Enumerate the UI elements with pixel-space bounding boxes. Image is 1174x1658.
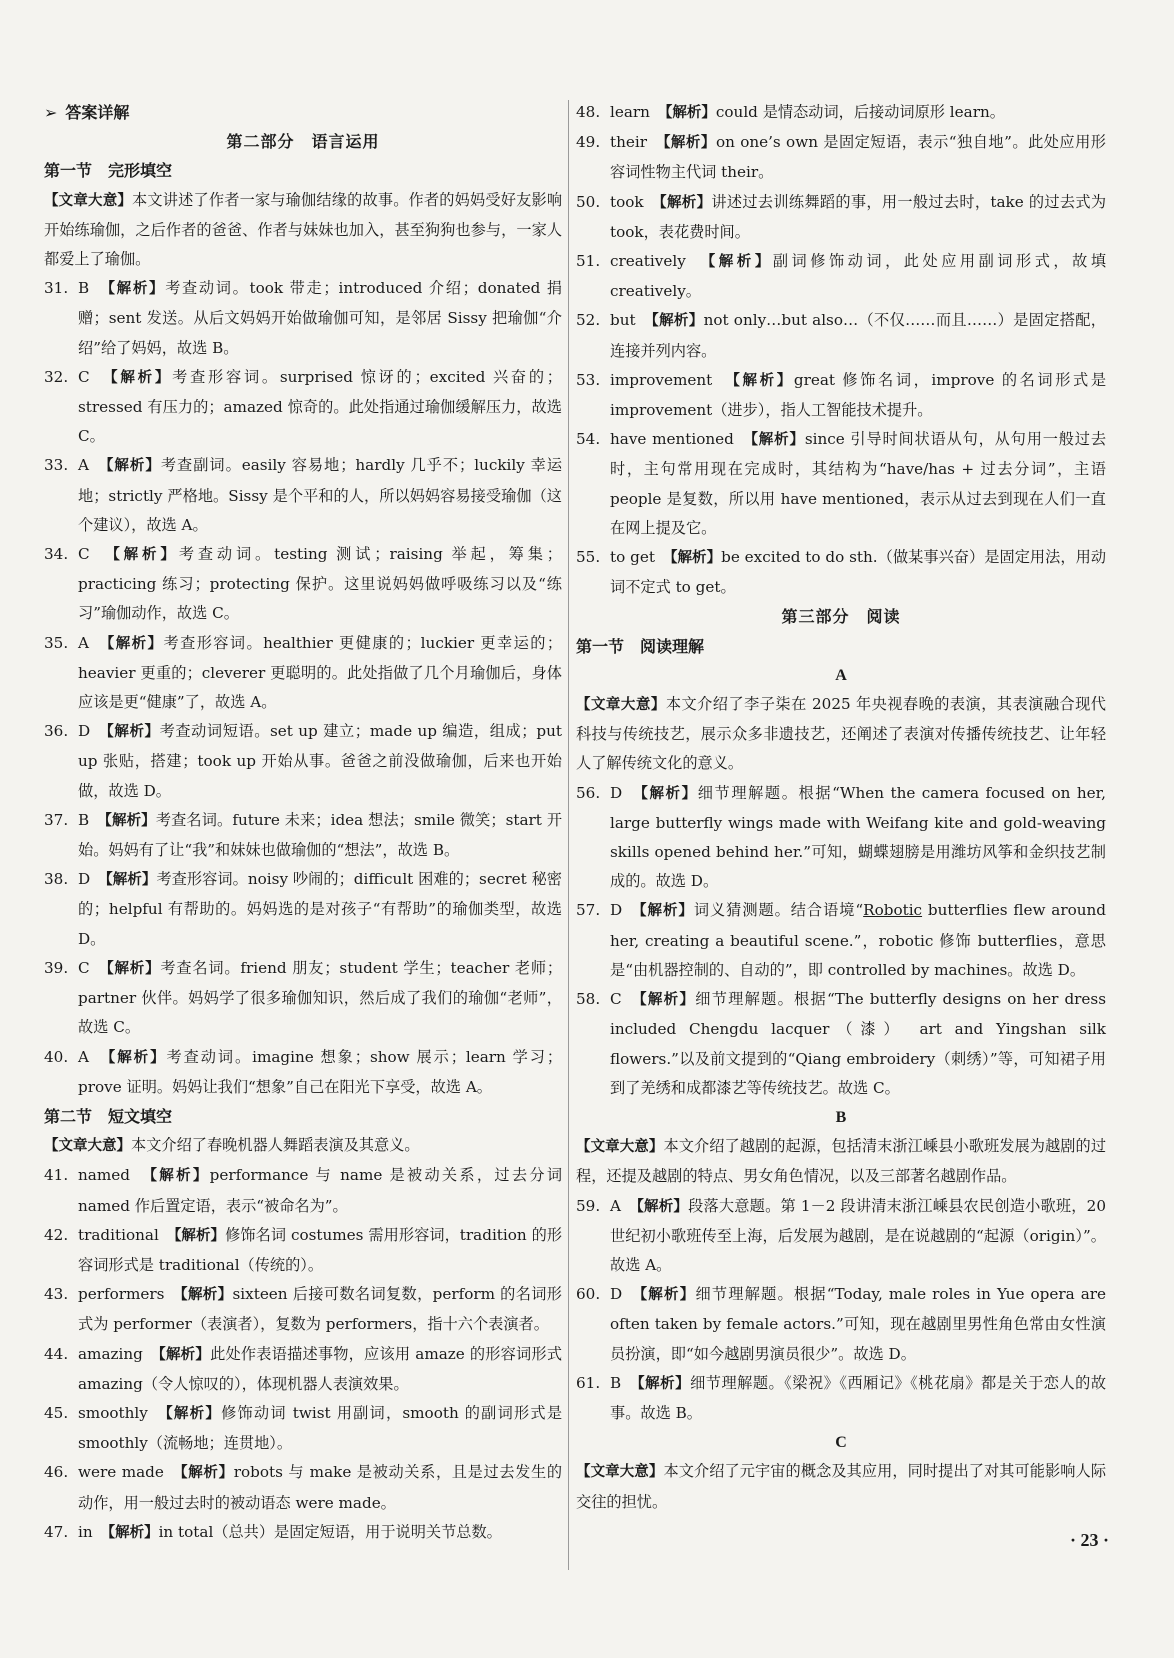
answer-item (44, 1340, 562, 1399)
answer-item (44, 1221, 562, 1280)
part3-section1-title: 第一节 阅读理解 (576, 636, 705, 656)
section2-title: 第二节 短文填空 (44, 1106, 173, 1126)
analysis-text: in total（总共）是固定短语，用于说明关节总数。 (158, 1522, 502, 1541)
analysis-tag: 【解析】 (107, 281, 166, 298)
question-number: 43. (44, 1285, 69, 1304)
summary-text: 本文介绍了李子柒在 2025 年央视春晚的表演，其表演融合现代科技与传统技艺，展示众多非遗技艺，还阐述了表演对传播传统技艺、让年轻人了解传统文化的意义。 (576, 695, 1106, 773)
analysis-tag: 【解析】 (110, 369, 173, 386)
answer-heading (44, 98, 562, 127)
question-number: 60. (576, 1285, 601, 1304)
question-number: 32. (44, 367, 69, 386)
answer-key: D (78, 722, 91, 741)
analysis-text: 考查副词。easily 容易地；hardly 几乎不；luckily 幸运地；strictly 严格地。Sissy 是个平和的人，所以妈妈容易接受瑜伽（这个建议），故选 A。 (78, 456, 563, 534)
question-number: 40. (44, 1047, 69, 1066)
answer-item (44, 540, 562, 629)
analysis-text: 考查动词短语。set up 建立；made up 编造，组成；put up 张贴，搭建；took up 开始从事。爸爸之前没做瑜伽，后来也开始做，故选 D。 (78, 722, 563, 800)
analysis-text: 修饰动词 twist 用副词，smooth 的副词形式是 smoothly（流畅地；连贯地）。 (78, 1403, 563, 1453)
answer-item (576, 366, 1106, 425)
answer-heading-text: 答案详解 (65, 103, 130, 122)
answer-item (576, 188, 1106, 247)
analysis-text: sixteen 后接可数名词复数，perform 的名词形式为 performer（表演者），复数为 performers，指十六个表演者。 (78, 1285, 562, 1334)
answer-key: learn (610, 103, 650, 121)
answer-key: A (78, 456, 89, 475)
answer-key: creatively (610, 252, 686, 271)
analysis-text: 细节理解题。根据“When the camera focused on her, large butterfly wings made with Weifang kite and gold-weaving skills opened behind her.”可知，蝴蝶翅膀是用潍坊风筝和金织技艺制成的。故选 D。 (610, 783, 1107, 891)
summary-text: 本文讲述了作者一家与瑜伽结缘的故事。作者的妈妈受好友影响开始练瑜伽，之后作者的爸爸、作者与妹妹也加入，甚至狗狗也参与，一家人都爱上了瑜伽。 (44, 190, 563, 269)
answer-item (576, 128, 1106, 187)
answer-item (576, 779, 1106, 897)
answer-key: took (610, 192, 644, 211)
analysis-text: 考查名词。future 未来；idea 想法；smile 微笑；start 开始。妈妈有了让“我”和妹妹也做瑜伽的“想法”，故选 B。 (78, 810, 563, 860)
answer-key: to get (610, 548, 655, 567)
analysis-text: 讲述过去训练舞蹈的事，用一般过去时，take 的过去式为 took，表花费时间。 (610, 192, 1107, 241)
question-number: 48. (576, 103, 601, 121)
answer-item (44, 1399, 562, 1458)
reading-b-answer-list (576, 1192, 1106, 1429)
answer-key: D (78, 870, 91, 889)
answer-item (44, 954, 562, 1043)
analysis-text: 细节理解题。根据“Today, male roles in Yue opera are often taken by female actors.”可知，现在越剧里男性角色常由女性演员扮演，即“如今越剧男演员很少”。故选 D。 (610, 1285, 1107, 1363)
question-number: 56. (576, 783, 601, 802)
right-column (576, 98, 1106, 1517)
summary-tag: 【文章大意】 (576, 1464, 664, 1481)
question-number: 51. (576, 252, 601, 271)
question-number: 57. (576, 901, 601, 920)
analysis-tag: 【解析】 (639, 1287, 696, 1304)
answer-item (576, 247, 1106, 306)
answer-key: C (610, 990, 622, 1009)
answer-key: named (78, 1166, 130, 1185)
question-number: 54. (576, 430, 601, 449)
analysis-tag: 【解析】 (637, 1375, 691, 1392)
question-number: 39. (44, 958, 69, 977)
answer-key: A (78, 1047, 89, 1066)
answer-item (576, 1369, 1106, 1428)
question-number: 41. (44, 1166, 69, 1185)
answer-key: have mentioned (610, 430, 734, 449)
question-number: 55. (576, 548, 601, 567)
answer-item (44, 363, 562, 452)
answer-key: A (610, 1196, 621, 1215)
answer-item (44, 806, 562, 865)
analysis-tag: 【解析】 (750, 432, 805, 449)
answer-key: D (610, 1285, 623, 1304)
analysis-text: could 是情态动词，后接动词原形 learn。 (715, 103, 1005, 121)
analysis-text: not only…but also…（不仅……而且……）是固定搭配，连接并列内容。 (610, 311, 1106, 360)
analysis-text: 考查名词。friend 朋友；student 学生；teacher 老师；partner 伙伴。妈妈学了很多瑜伽知识，然后成了我们的瑜伽“老师”，故选 C。 (78, 958, 563, 1037)
analysis-text: 考查动词。took 带走；introduced 介绍；donated 捐赠；sent 发送。从后文妈妈开始做瑜伽可知，是邻居 Sissy 把瑜伽“介绍”给了妈妈，故选 B。 (78, 279, 563, 357)
question-number: 38. (44, 870, 69, 889)
answer-key: A (78, 633, 89, 652)
analysis-text: 段落大意题。第 1－2 段讲清末浙江嵊县农民创造小歌班，20 世纪初小歌班传至上海，后发展为越剧，是在说越剧的“起源（origin）”。故选 A。 (610, 1196, 1106, 1274)
left-column (44, 98, 562, 1548)
question-number: 45. (44, 1403, 69, 1422)
answer-item (576, 98, 1106, 128)
question-number: 34. (44, 545, 69, 564)
analysis-text: 词义猜测题。结合语境“ (693, 901, 864, 920)
analysis-tag: 【解析】 (663, 135, 716, 152)
passage-a-summary (576, 690, 1106, 779)
answer-key: but (610, 311, 636, 330)
reading-a-answer-list (576, 779, 1106, 1103)
summary-tag: 【文章大意】 (44, 192, 133, 209)
fill-answer-list-right (576, 98, 1106, 602)
analysis-text: great 修饰名词，improve 的名词形式是 improvement（进步），指人工智能技术提升。 (610, 370, 1107, 420)
question-number: 59. (576, 1196, 601, 1215)
answer-item (576, 306, 1106, 365)
analysis-tag: 【解析】 (640, 785, 698, 802)
section1-title: 第一节 完形填空 (44, 161, 173, 181)
answer-item (44, 1043, 562, 1102)
analysis-tag: 【解析】 (107, 1524, 159, 1541)
answer-key: B (78, 810, 90, 829)
answer-key: C (78, 367, 90, 386)
question-number: 49. (576, 133, 601, 152)
analysis-text: 考查动词。imagine 想象；show 展示；learn 学习；prove 证明。妈妈让我们“想象”自己在阳光下享受，故选 A。 (78, 1047, 563, 1096)
question-number: 35. (44, 633, 69, 652)
answer-key: B (78, 279, 90, 298)
analysis-text: 细节理解题。《梁祝》《西厢记》《桃花扇》都是关于恋人的故事。故选 B。 (610, 1373, 1107, 1422)
analysis-text: 副词修饰动词，此处应用副词形式，故填 creatively。 (610, 252, 1107, 301)
analysis-tag: 【解析】 (732, 372, 794, 389)
analysis-tag: 【解析】 (165, 1405, 222, 1422)
passage-c-summary (576, 1457, 1106, 1516)
analysis-tag: 【解析】 (106, 960, 161, 977)
analysis-tag: 【解析】 (665, 105, 716, 121)
answer-item (44, 1280, 562, 1339)
part3-title: 第三部分 阅读 (781, 607, 901, 627)
cloze-answer-list (44, 274, 562, 1102)
answer-item (44, 865, 562, 954)
analysis-tag: 【解析】 (636, 1198, 689, 1215)
part2-title: 第二部分 语言运用 (226, 132, 380, 152)
analysis-tag: 【解析】 (112, 547, 179, 564)
page-number: · 23 · (1070, 1530, 1110, 1550)
answer-key: B (610, 1373, 622, 1392)
question-number: 50. (576, 192, 601, 211)
summary-text: 本文介绍了元宇宙的概念及其应用，同时提出了对其可能影响人际交往的担忧。 (576, 1462, 1107, 1511)
analysis-tag: 【解析】 (106, 724, 160, 741)
section1-summary (44, 186, 562, 275)
analysis-tag: 【解析】 (639, 992, 696, 1009)
analysis-tag: 【解析】 (180, 1287, 233, 1304)
answer-item (44, 1518, 562, 1548)
question-number: 31. (44, 279, 69, 298)
question-number: 46. (44, 1463, 69, 1482)
answer-item (576, 425, 1106, 543)
analysis-text: 考查形容词。noisy 吵闹的；difficult 困难的；secret 秘密的；helpful 有帮助的。妈妈选的是对孩子“有帮助”的瑜伽类型，故选 D。 (78, 870, 562, 948)
answer-key: C (78, 545, 90, 564)
answer-item (576, 985, 1106, 1103)
analysis-text: 考查动词。testing 测试；raising 举起，筹集；practicing 练习；protecting 保护。这里说妈妈做呼吸练习以及“练习”瑜伽动作，故选 C。 (78, 545, 562, 623)
passage-b-label: B (835, 1108, 847, 1126)
summary-tag: 【文章大意】 (576, 697, 666, 714)
analysis-tag: 【解析】 (174, 1227, 226, 1244)
analysis-tag: 【解析】 (659, 194, 712, 211)
summary-text: 本文介绍了春晚机器人舞蹈表演及其意义。 (131, 1136, 420, 1155)
analysis-text: 细节理解题。根据“The butterfly designs on her dress included Chengdu lacquer（漆） art and Yingshan silk flowers.”以及前文提到的“Qiang embroidery（刺绣）”等，可知裙子用到了羌绣和成都漆艺等传统技艺。故选 C。 (610, 990, 1107, 1097)
question-number: 33. (44, 456, 69, 475)
analysis-tag: 【解析】 (180, 1465, 234, 1482)
question-number: 53. (576, 370, 601, 389)
analysis-text: 此处作表语描述事物，应该用 amaze 的形容词形式 amazing（令人惊叹的），体现机器人表演效果。 (78, 1344, 563, 1393)
summary-text: 本文介绍了越剧的起源，包括清末浙江嵊县小歌班发展为越剧的过程，还提及越剧的特点、男女角色情况，以及三部著名越剧作品。 (576, 1137, 1107, 1186)
answer-item (44, 451, 562, 540)
question-number: 58. (576, 990, 601, 1009)
section2-summary (44, 1131, 562, 1161)
analysis-text: on one’s own 是固定短语，表示“独自地”。此处应用形容词性物主代词 their。 (610, 133, 1106, 182)
summary-tag: 【文章大意】 (576, 1139, 664, 1156)
analysis-text: 修饰名词 costumes 需用形容词，tradition 的形容词形式是 traditional（传统的）。 (78, 1225, 563, 1274)
answer-item (44, 1458, 562, 1517)
analysis-tag: 【解析】 (670, 550, 722, 567)
answer-item (44, 629, 562, 718)
answer-key: were made (78, 1463, 164, 1482)
analysis-text: since 引导时间状语从句，从句用一般过去时，主句常用现在完成时，其结构为“have/has + 过去分词”，主语 people 是复数，所以用 have mentioned，表示从过去到现在人们一直在网上提及它。 (610, 430, 1107, 537)
answer-key: amazing (78, 1344, 143, 1363)
analysis-tag: 【解析】 (106, 458, 161, 475)
analysis-tag: 【解析】 (651, 313, 704, 330)
analysis-tag: 【解析】 (104, 812, 156, 829)
analysis-tag: 【解析】 (105, 872, 157, 889)
passage-a-label: A (835, 666, 847, 684)
analysis-tag: 【解析】 (149, 1168, 210, 1185)
analysis-tag: 【解析】 (708, 254, 773, 271)
answer-key: in (78, 1522, 93, 1541)
analysis-tag: 【解析】 (107, 635, 164, 652)
analysis-text: 考查形容词。surprised 惊讶的；excited 兴奋的；stressed 有压力的；amazed 惊奇的。此处指通过瑜伽缓解压力，故选 C。 (78, 367, 562, 446)
answer-key: C (78, 958, 90, 977)
summary-tag: 【文章大意】 (44, 1138, 131, 1155)
answer-item (44, 717, 562, 806)
analysis-text: butterflies flew around her, creating a beautiful scene.”，robotic 修饰 butterflies，意思是“由机器控制的、自动的”，即 controlled by machines。故选 D。 (610, 901, 1107, 979)
answer-item (44, 1161, 562, 1220)
passage-c-label: C (835, 1434, 847, 1452)
answer-item (576, 543, 1106, 602)
fill-answer-list-left (44, 1161, 562, 1548)
analysis-tag: 【解析】 (158, 1346, 211, 1363)
analysis-tag: 【解析】 (108, 1049, 167, 1066)
arrow-icon: ➢ (44, 103, 58, 122)
analysis-text: be excited to do sth.（做某事兴奋）是固定用法，用动词不定式 to get。 (610, 548, 1107, 597)
answer-key: D (610, 783, 623, 802)
answer-key: smoothly (78, 1403, 148, 1422)
answer-item (576, 1280, 1106, 1369)
answer-key: improvement (610, 370, 713, 389)
analysis-tag: 【解析】 (639, 903, 694, 920)
question-number: 52. (576, 311, 601, 330)
answer-key: D (610, 901, 623, 920)
answer-item (44, 274, 562, 363)
question-number: 37. (44, 810, 69, 829)
analysis-text: robots 与 make 是被动关系，且是过去发生的动作，用一般过去时的被动语态 were made。 (78, 1463, 563, 1512)
analysis-text: 考查形容词。healthier 更健康的；luckier 更幸运的；heavier 更重的；cleverer 更聪明的。此处指做了几个月瑜伽后，身体应该是更“健康”了，故选 A。 (78, 633, 563, 712)
answer-item (576, 896, 1106, 985)
answer-key: traditional (78, 1225, 159, 1244)
question-number: 44. (44, 1344, 69, 1363)
question-number: 61. (576, 1373, 601, 1392)
question-number: 42. (44, 1225, 69, 1244)
question-number: 47. (44, 1522, 69, 1541)
underlined-word: Robotic (863, 901, 923, 920)
analysis-text: performance 与 name 是被动关系，过去分词 named 作后置定语，表示“被命名为”。 (78, 1166, 563, 1215)
passage-b-summary (576, 1132, 1106, 1191)
column-divider (568, 100, 569, 1570)
answer-key: their (610, 133, 647, 152)
question-number: 36. (44, 722, 69, 741)
answer-key: performers (78, 1285, 165, 1304)
answer-item (576, 1192, 1106, 1281)
